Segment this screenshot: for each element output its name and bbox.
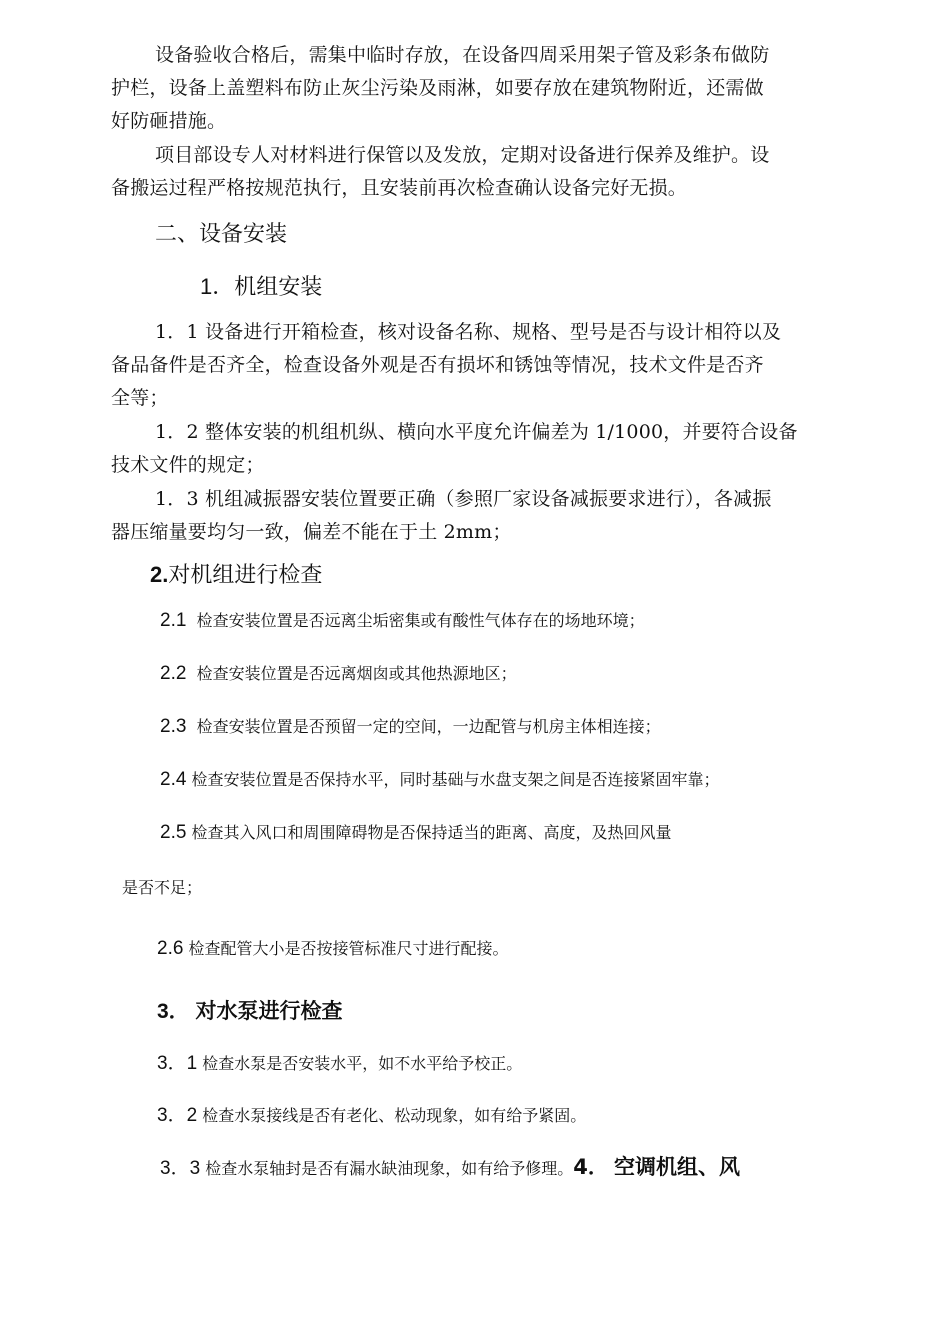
check-2-3 bbox=[160, 714, 661, 738]
check-2-3-number: 2.3 bbox=[160, 716, 187, 737]
item-1-1-line2: 备品备件是否齐全，检查设备外观是否有损坏和锈蚀等情况，技术文件是否齐 bbox=[111, 354, 764, 376]
check-3-2-text: 检查水泵接线是否有老化、松动现象，如有给予紧固。 bbox=[202, 1106, 587, 1125]
para1-line1: 设备验收合格后，需集中临时存放，在设备四周采用架子管及彩条布做防 bbox=[155, 44, 770, 66]
para1-line2: 护栏，设备上盖塑料布防止灰尘污染及雨淋，如要存放在建筑物附近，还需做 bbox=[111, 77, 764, 99]
check-2-2-number: 2.2 bbox=[160, 663, 187, 684]
check-2-5-text: 检查其入风口和周围障碍物是否保持适当的距离、高度，及热回风量 bbox=[191, 823, 672, 842]
subheading-3-number: 3． bbox=[157, 1000, 190, 1023]
subheading-2 bbox=[150, 558, 322, 589]
check-3-1-text: 检查水泵是否安装水平，如不水平给予校正。 bbox=[202, 1054, 523, 1073]
check-2-1-text: 检查安装位置是否远离尘垢密集或有酸性气体存在的场地环境； bbox=[196, 611, 645, 630]
item-1-1-line3: 全等； bbox=[111, 387, 169, 409]
item-1-3-line1: 1．3 机组减振器安装位置要正确（参照厂家设备减振要求进行），各减振 bbox=[155, 488, 772, 510]
check-2-4-number: 2.4 bbox=[160, 769, 187, 790]
check-2-6-number: 2.6 bbox=[157, 938, 184, 959]
check-2-2 bbox=[160, 661, 517, 685]
check-3-2-number: 3．2 bbox=[157, 1105, 198, 1126]
check-3-3-text: 检查水泵轴封是否有漏水缺油现象，如有给予修理。 bbox=[205, 1159, 574, 1178]
subheading-3-title: 对水泵进行检查 bbox=[195, 1000, 343, 1023]
check-2-2-text: 检查安装位置是否远离烟囱或其他热源地区； bbox=[196, 664, 517, 683]
subheading-1 bbox=[200, 270, 322, 301]
check-2-5-continued: 是否不足； bbox=[122, 878, 203, 897]
check-3-1-number: 3．1 bbox=[157, 1053, 198, 1074]
subheading-4-title: 空调机组、风 bbox=[613, 1155, 740, 1179]
item-1-1-line1: 1．1 设备进行开箱检查，核对设备名称、规格、型号是否与设计相符以及 bbox=[155, 321, 782, 343]
check-3-3-number: 3．3 bbox=[160, 1158, 201, 1179]
check-2-4-text: 检查安装位置是否保持水平，同时基础与水盘支架之间是否连接紧固牢靠； bbox=[191, 770, 720, 789]
check-3-1 bbox=[157, 1048, 522, 1075]
para2-line1: 项目部设专人对材料进行保管以及发放，定期对设备进行保养及维护。设 bbox=[155, 144, 770, 166]
subheading-4-number: 4． bbox=[573, 1155, 609, 1179]
check-2-5 bbox=[160, 820, 672, 844]
check-2-1 bbox=[160, 608, 645, 632]
check-2-6 bbox=[157, 936, 509, 960]
para2-line2: 备搬运过程严格按规范执行，且安装前再次检查确认设备完好无损。 bbox=[111, 177, 688, 199]
check-3-2 bbox=[157, 1100, 586, 1127]
subheading-2-title: 对机组进行检查 bbox=[168, 562, 323, 587]
item-1-2-line2: 技术文件的规定； bbox=[111, 454, 265, 476]
check-2-4 bbox=[160, 767, 720, 791]
item-1-3-line2: 器压缩量要均匀一致，偏差不能在于土 2mm； bbox=[111, 521, 512, 543]
item-1-2-line1: 1．2 整体安装的机组机纵、横向水平度允许偏差为 1/1000，并要符合设备 bbox=[155, 421, 798, 443]
check-2-5-number: 2.5 bbox=[160, 822, 187, 843]
check-3-3 bbox=[160, 1151, 740, 1181]
check-2-1-number: 2.1 bbox=[160, 610, 187, 631]
para1-line3: 好防砸措施。 bbox=[111, 110, 227, 132]
subheading-2-number: 2. bbox=[150, 562, 169, 587]
check-2-6-text: 检查配管大小是否按接管标准尺寸进行配接。 bbox=[188, 939, 509, 958]
subheading-1-title: 机组安装 bbox=[234, 274, 323, 299]
subheading-1-number: 1． bbox=[200, 274, 235, 299]
check-2-3-text: 检查安装位置是否预留一定的空间，一边配管与机房主体相连接； bbox=[196, 717, 661, 736]
subheading-3 bbox=[157, 995, 343, 1025]
section-heading: 二、设备安装 bbox=[155, 221, 288, 246]
